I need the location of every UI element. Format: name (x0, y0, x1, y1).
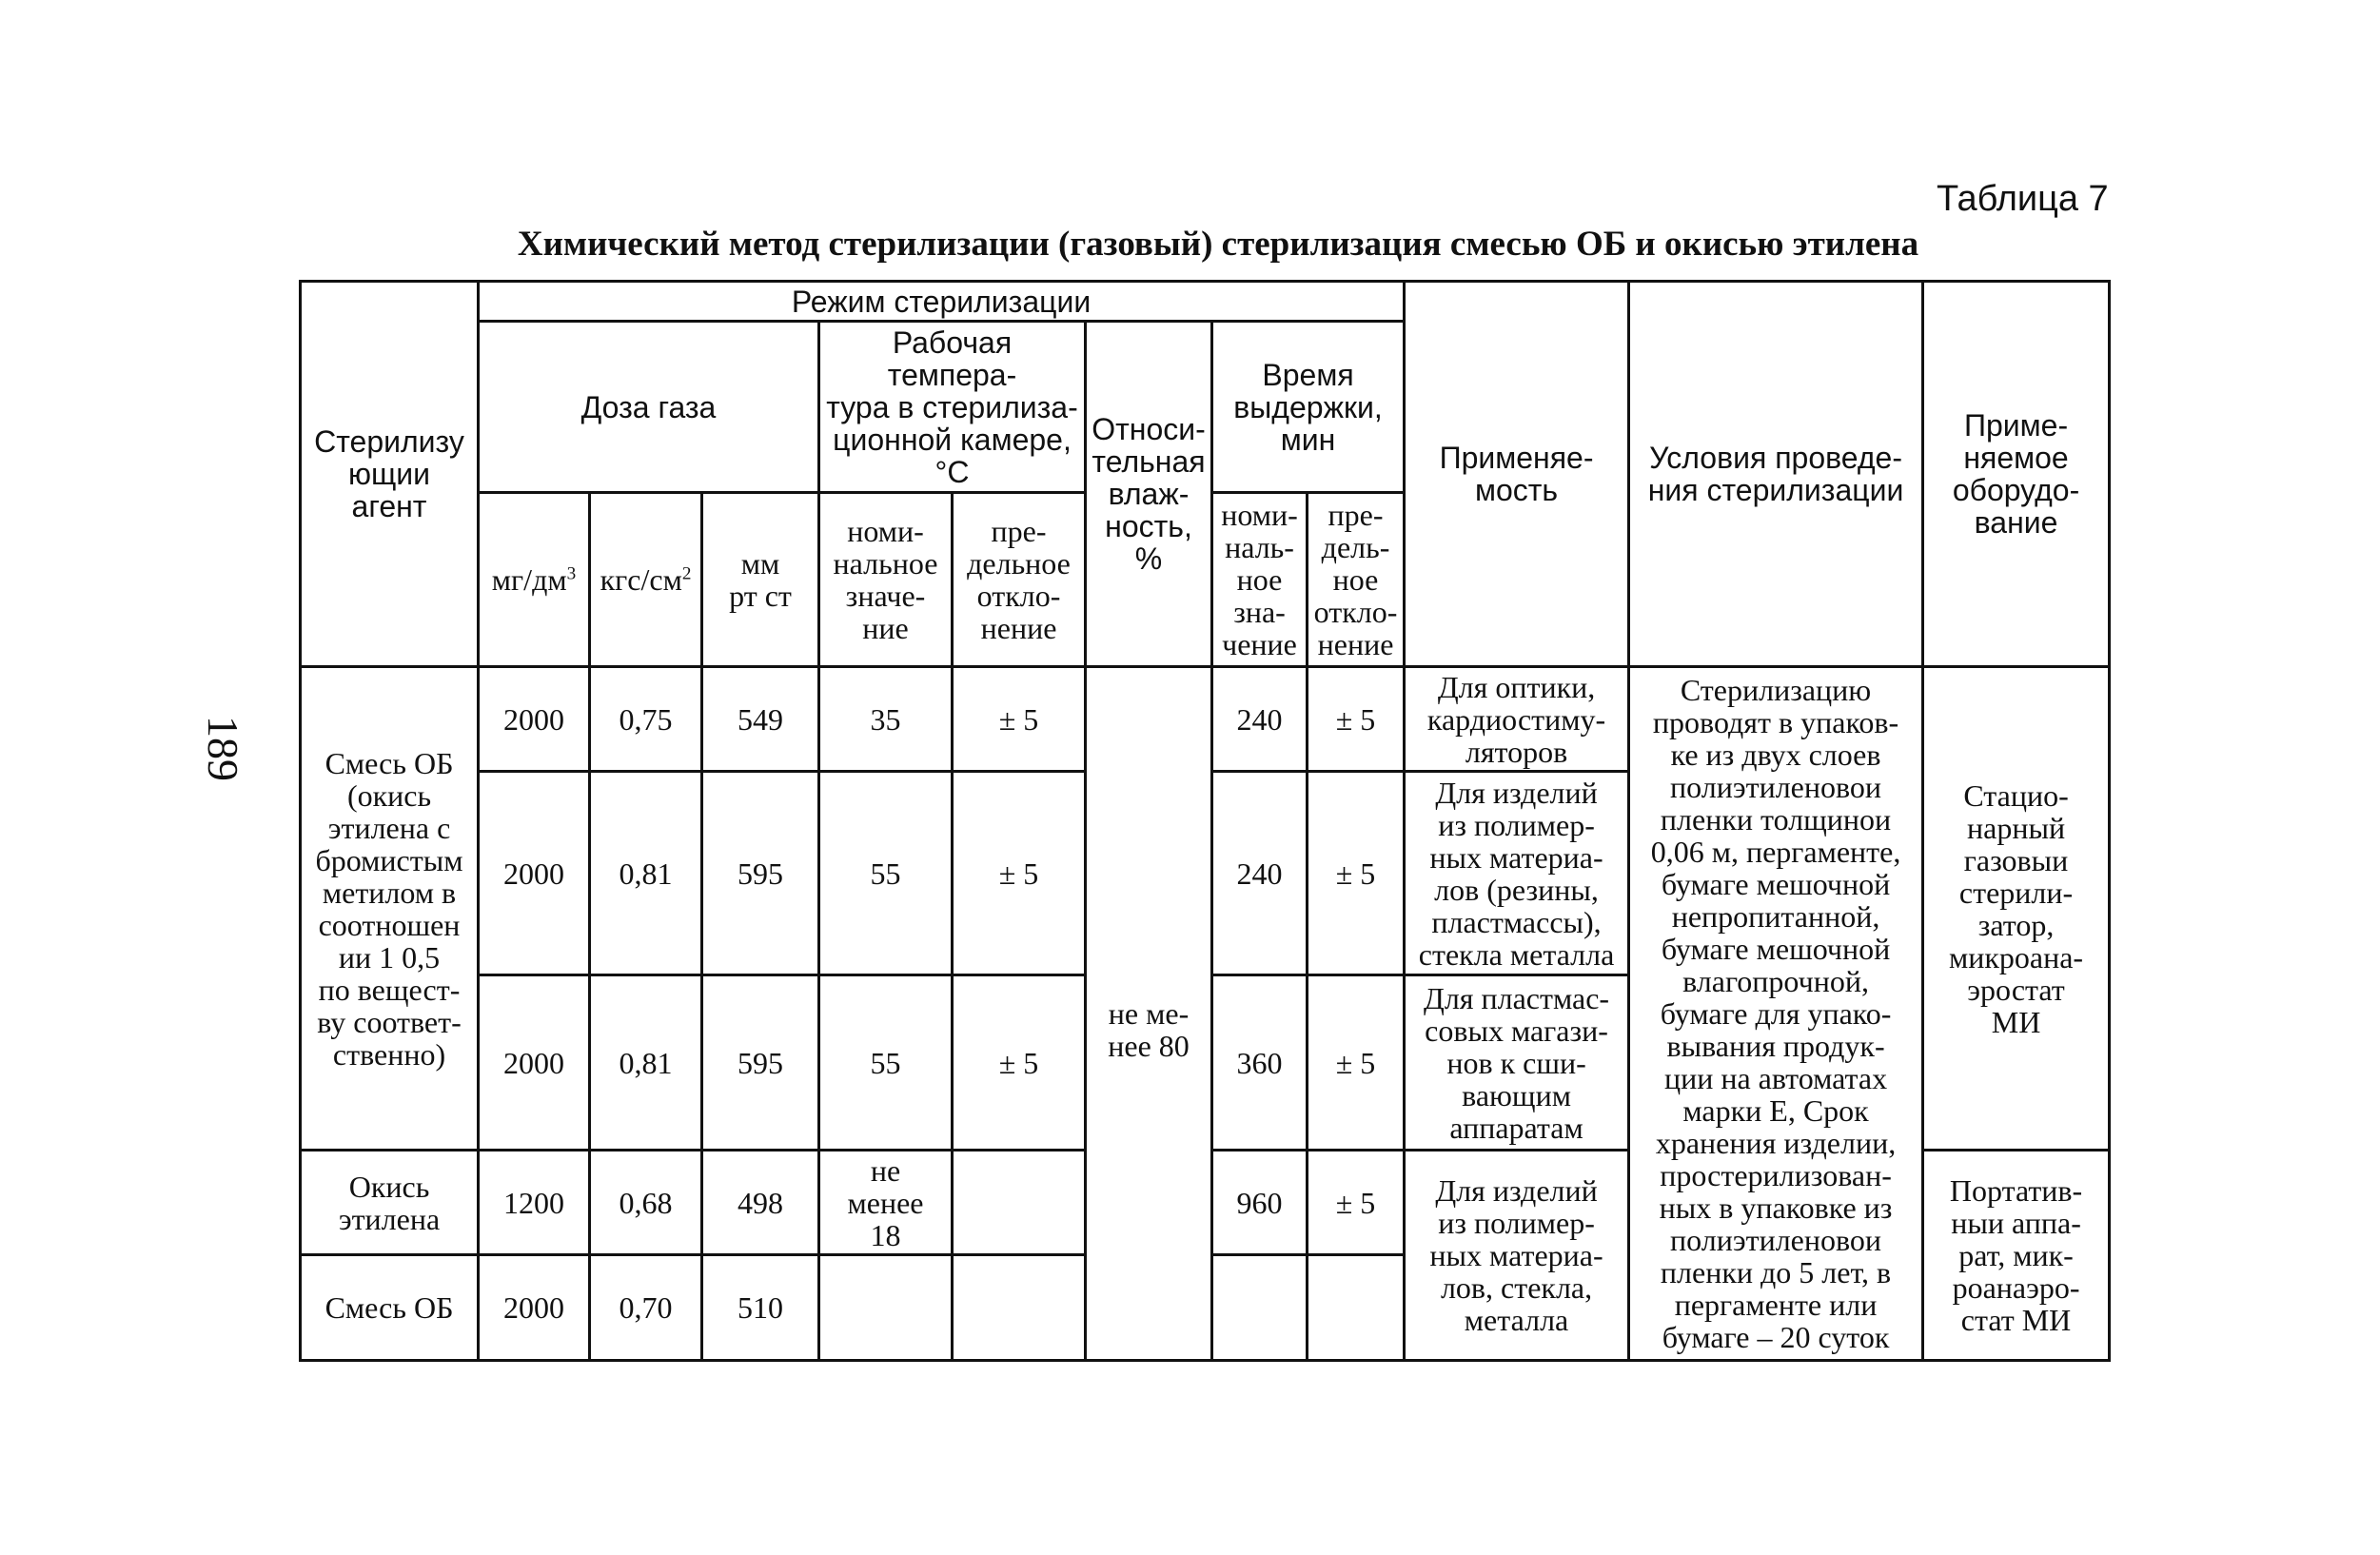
header-conditions: Условия проведе- ния стерилизации (1629, 282, 1923, 667)
cell-time-deviation: ± 5 (1308, 975, 1405, 1151)
header-time-nominal: номи- наль- ное зна- чение (1212, 493, 1308, 667)
cell-dose-mg: 2000 (479, 975, 590, 1151)
cell-dose-mg: 2000 (479, 772, 590, 975)
cell-temp-deviation: ± 5 (953, 975, 1086, 1151)
header-temperature: Рабочая темпера- тура в стерилиза- ционной камере, °С (819, 322, 1086, 493)
cell-dose-kgs: 0,70 (590, 1255, 702, 1361)
header-time: Время выдержки, мин (1212, 322, 1405, 493)
agent-cell: Окись этилена (301, 1151, 479, 1255)
sterilization-table (299, 280, 2111, 1362)
agent-cell: Смесь ОБ (окись этилена с бромистым метилом в соотношен ии 1 0,5 по вещест- ву соответ- ственно) (301, 667, 479, 1151)
cell-time-nominal: 240 (1212, 772, 1308, 975)
unit-power: 2 (681, 563, 692, 584)
header-applicability: Применяе- мость (1405, 282, 1629, 667)
cell-temp-nominal: 35 (819, 667, 953, 772)
table-title: Химический метод стерилизации (газовый) стерилизация смесью ОБ и окисью этилена (517, 225, 1919, 264)
agent-cell: Смесь ОБ (301, 1255, 479, 1361)
header-regime: Режим стерилизации (479, 282, 1405, 322)
cell-dose-mm: 510 (702, 1255, 819, 1361)
cell-applicability: Для изделий из полимер- ных материа- лов (резины, пластмассы), стекла металла (1405, 772, 1629, 975)
cell-dose-mm: 549 (702, 667, 819, 772)
header-agent: Стерилизу ющии агент (301, 282, 479, 667)
cell-temp-nominal: 55 (819, 772, 953, 975)
cell-dose-mg: 2000 (479, 1255, 590, 1361)
header-equipment: Приме- няемое оборудо- вание (1923, 282, 2110, 667)
cell-conditions: Стерилизацию проводят в упаков- ке из двух слоев полиэтиленовои пленки толщинои 0,06 м, пергаменте, бумаге мешочной непропитанной, бумаге мешочной влагопрочной, бумаге для упако- вывания продук- ции на автоматах марки Е, Срок хранения изделии, простерилизован- ных в упаковке из полиэтиленовои пленки до 5 лет, в пергаменте или бумаге – 20 суток (1629, 667, 1923, 1361)
header-humidity: Относи- тельная влаж- ность, % (1086, 322, 1212, 667)
cell-temp-deviation (953, 1151, 1086, 1255)
cell-temp-deviation (953, 1255, 1086, 1361)
cell-temp-nominal (819, 1255, 953, 1361)
unit-mg-dm: мг/дм (491, 562, 567, 597)
unit-power: 3 (566, 563, 577, 584)
cell-time-deviation: ± 5 (1308, 772, 1405, 975)
cell-applicability: Для пластмас- совых магази- нов к сши- вающим аппаратам (1405, 975, 1629, 1151)
header-row-1 (301, 282, 2110, 322)
header-temp-deviation: пре- дельное откло- нение (953, 493, 1086, 667)
page-number: 189 (199, 716, 247, 781)
cell-time-nominal: 960 (1212, 1151, 1308, 1255)
cell-dose-kgs: 0,81 (590, 975, 702, 1151)
header-time-deviation: пре- дель- ное откло- нение (1308, 493, 1405, 667)
cell-dose-mm: 595 (702, 772, 819, 975)
cell-dose-kgs: 0,81 (590, 772, 702, 975)
cell-time-deviation: ± 5 (1308, 667, 1405, 772)
cell-time-nominal: 360 (1212, 975, 1308, 1151)
cell-dose-mm: 498 (702, 1151, 819, 1255)
cell-time-nominal: 240 (1212, 667, 1308, 772)
header-temp-nominal: номи- нальное значе- ние (819, 493, 953, 667)
cell-temp-nominal: не менее 18 (819, 1151, 953, 1255)
cell-temp-nominal: 55 (819, 975, 953, 1151)
cell-dose-mg: 2000 (479, 667, 590, 772)
cell-temp-deviation: ± 5 (953, 772, 1086, 975)
cell-humidity: не ме- нее 80 (1086, 667, 1212, 1361)
cell-applicability: Для изделий из полимер- ных материа- лов, стекла, металла (1405, 1151, 1629, 1361)
cell-time-nominal (1212, 1255, 1308, 1361)
cell-temp-deviation: ± 5 (953, 667, 1086, 772)
header-dose: Доза газа (479, 322, 819, 493)
cell-applicability: Для оптики, кардиостиму- ляторов (1405, 667, 1629, 772)
cell-time-deviation: ± 5 (1308, 1151, 1405, 1255)
header-dose-kgs (590, 493, 702, 667)
table-label: Таблица 7 (1937, 179, 2109, 219)
cell-dose-mg: 1200 (479, 1151, 590, 1255)
cell-dose-kgs: 0,75 (590, 667, 702, 772)
cell-dose-mm: 595 (702, 975, 819, 1151)
cell-equipment: Стацио- нарный газовыи стерили- затор, микроана- эростат МИ (1923, 667, 2110, 1151)
header-dose-mm: мм рт ст (702, 493, 819, 667)
header-dose-mg (479, 493, 590, 667)
cell-equipment: Портатив- ныи аппа- рат, мик- роанаэро- стат МИ (1923, 1151, 2110, 1361)
cell-time-deviation (1308, 1255, 1405, 1361)
unit-kgs-cm: кгс/см (600, 562, 682, 597)
table-row (301, 667, 2110, 772)
cell-dose-kgs: 0,68 (590, 1151, 702, 1255)
